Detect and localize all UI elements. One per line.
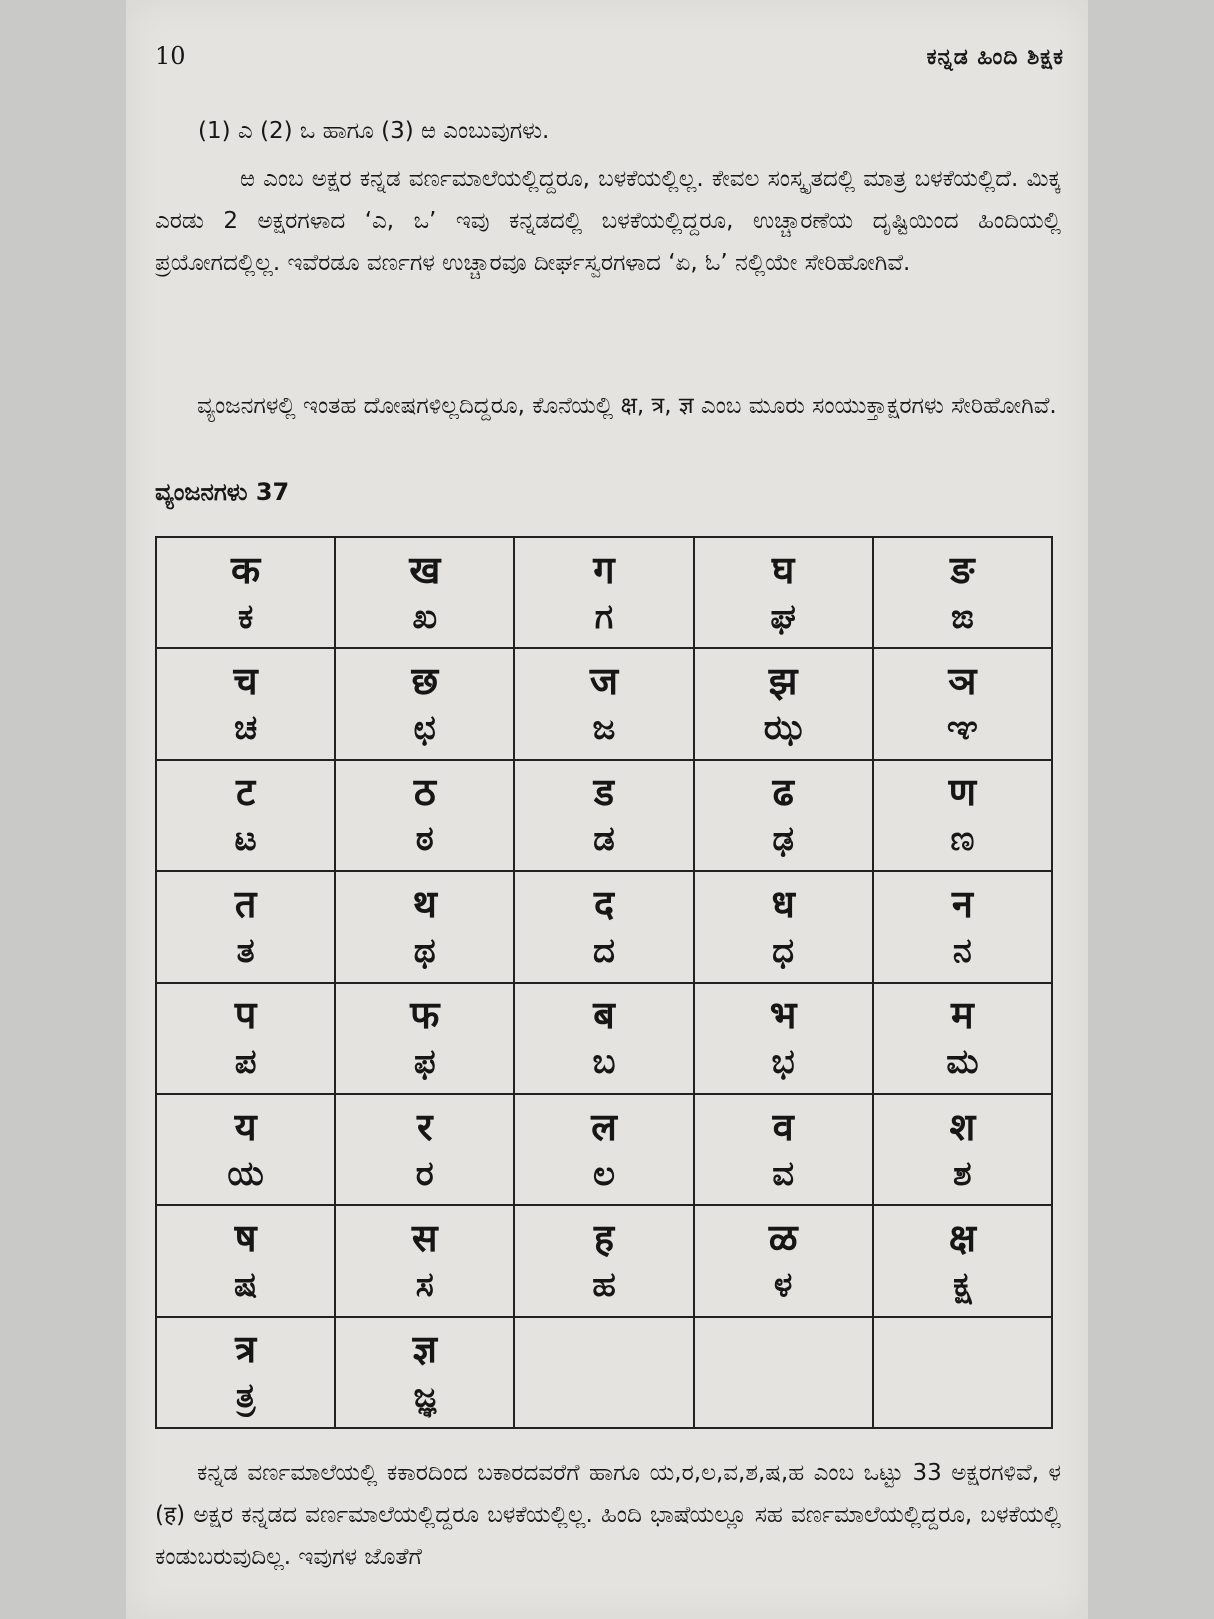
kannada-letter: ನ: [952, 930, 972, 971]
table-cell: [514, 983, 693, 1094]
devanagari-letter: ज: [589, 659, 619, 704]
table-cell: [873, 983, 1052, 1094]
kannada-letter: ಟ: [234, 819, 257, 860]
devanagari-letter: ह: [593, 1215, 615, 1260]
table-cell: [694, 1094, 873, 1205]
kannada-letter: ಚ: [233, 708, 258, 749]
devanagari-letter: त्र: [235, 1327, 257, 1372]
devanagari-letter: छ: [411, 659, 439, 704]
devanagari-letter: च: [233, 659, 258, 704]
kannada-letter: ಹ: [592, 1264, 616, 1305]
table-cell: [156, 648, 335, 759]
kannada-letter: ತ್ರ: [235, 1376, 256, 1417]
table-cell: [335, 537, 514, 648]
devanagari-letter: ध: [771, 881, 795, 926]
table-cell: [514, 1205, 693, 1316]
table-cell: [694, 871, 873, 982]
devanagari-letter: स: [411, 1215, 438, 1260]
devanagari-letter: ट: [236, 770, 256, 815]
paragraph-3-text: ಕನ್ನಡ ವರ್ಣಮಾಲೆಯಲ್ಲಿ ಕಕಾರದಿಂದ ಬಕಾರದವರೆಗೆ ಹಾಗೂ ಯ,ರ,ಲ,ವ,ಶ,ಷ,ಹ ಎಂಬ ಒಟ್ಟು 33 ಅಕ್ಷರಗಳಿವೆ, ಳ (ह) ಅಕ್ಷರ ಕನ್ನಡದ ವರ್ಣಮಾಲೆಯಲ್ಲಿದ್ದರೂ ಬಳಕೆಯಲ್ಲಿಲ್ಲ. ಹಿಂದಿ ಭಾಷೆಯಲ್ಲೂ ಸಹ ವರ್ಣಮಾಲೆಯಲ್ಲಿದ್ದರೂ, ಬಳಕೆಯಲ್ಲಿ ಕಂಡುಬರುವುದಿಲ್ಲ. ಇವುಗಳ ಜೊತೆಗೆ: [155, 1460, 1061, 1570]
intro-line-text: (1) ಎ (2) ಒ ಹಾಗೂ (3) ಱ ಎಂಬುವುಗಳು.: [198, 118, 550, 144]
paragraph-1: [155, 158, 1061, 284]
table-cell: [873, 871, 1052, 982]
paragraph-3: [155, 1452, 1061, 1578]
table-cell: [156, 1205, 335, 1316]
devanagari-letter: ड: [593, 770, 615, 815]
devanagari-letter: ञ: [948, 659, 977, 704]
table-cell: [156, 760, 335, 871]
paragraph-1-text: ಱ ಎಂಬ ಅಕ್ಷರ ಕನ್ನಡ ವರ್ಣಮಾಲೆಯಲ್ಲಿದ್ದರೂ, ಬಳಕೆಯಲ್ಲಿಲ್ಲ. ಕೇವಲ ಸಂಸ್ಕೃತದಲ್ಲಿ ಮಾತ್ರ ಬಳಕೆಯಲ್ಲಿದೆ. ಮಿಕ್ಕ ಎರಡು 2 ಅಕ್ಷರಗಳಾದ ‘ಎ, ಒ’ ಇವು ಕನ್ನಡದಲ್ಲಿ ಬಳಕೆಯಲ್ಲಿದ್ದರೂ, ಉಚ್ಚಾರಣೆಯ ದೃಷ್ಟಿಯಿಂದ ಹಿಂದಿಯಲ್ಲಿ ಪ್ರಯೋಗದಲ್ಲಿಲ್ಲ. ಇವೆರಡೂ ವರ್ಣಗಳ ಉಚ್ಚಾರವೂ ದೀರ್ಘಸ್ವರಗಳಾದ ‘ಏ, ಓ’ ನಲ್ಲಿಯೇ ಸೇರಿಹೋಗಿವೆ.: [155, 166, 1061, 276]
table-cell: [873, 1205, 1052, 1316]
table-cell: [873, 760, 1052, 871]
table-cell: [873, 537, 1052, 648]
table-row: [156, 760, 1052, 871]
table-cell-empty: [514, 1317, 693, 1428]
paragraph-2-text: ವ್ಯಂಜನಗಳಲ್ಲಿ ಇಂತಹ ದೋಷಗಳಿಲ್ಲದಿದ್ದರೂ, ಕೊನೆಯಲ್ಲಿ क्ष, त्र, ज्ञ ಎಂಬ ಮೂರು ಸಂಯುಕ್ತಾಕ್ಷರಗಳು ಸೇರಿಹೋಗಿವೆ.: [197, 393, 1057, 419]
table-cell: [873, 648, 1052, 759]
table-cell: [335, 871, 514, 982]
table-cell: [873, 1094, 1052, 1205]
devanagari-letter: फ: [410, 993, 440, 1038]
kannada-letter: ಞ: [946, 708, 978, 749]
devanagari-letter: घ: [771, 547, 795, 592]
devanagari-letter: क: [231, 547, 261, 592]
devanagari-letter: ल: [591, 1104, 617, 1149]
kannada-letter: ಪ: [234, 1042, 257, 1083]
table-row: [156, 1094, 1052, 1205]
kannada-letter: ಡ: [593, 819, 615, 860]
table-cell: [514, 760, 693, 871]
table-cell: [514, 648, 693, 759]
kannada-letter: ಷ: [234, 1264, 258, 1305]
kannada-letter: ಠ: [415, 819, 434, 860]
kannada-letter: ಗ: [594, 596, 614, 637]
kannada-letter: ಧ: [772, 930, 795, 971]
kannada-letter: ಝ: [763, 708, 803, 749]
devanagari-letter: ङ: [950, 547, 975, 592]
kannada-letter: ಲ: [592, 1153, 615, 1194]
table-cell-empty: [873, 1317, 1052, 1428]
table-cell: [156, 871, 335, 982]
devanagari-letter: ठ: [413, 770, 436, 815]
kannada-letter: ರ: [415, 1153, 434, 1194]
table-cell: [335, 1094, 514, 1205]
devanagari-letter: ख: [409, 547, 441, 592]
table-cell: [156, 537, 335, 648]
consonant-table: [155, 536, 1053, 1429]
table-cell: [156, 1094, 335, 1205]
kannada-letter: ಛ: [413, 708, 436, 749]
devanagari-letter: ब: [593, 993, 615, 1038]
table-cell: [156, 983, 335, 1094]
devanagari-letter: भ: [769, 993, 797, 1038]
devanagari-letter: ळ: [768, 1215, 798, 1260]
page-number: 10: [155, 42, 186, 70]
table-cell: [694, 537, 873, 648]
table-cell: [514, 1094, 693, 1205]
table-row: [156, 983, 1052, 1094]
table-cell: [335, 760, 514, 871]
consonants-heading: ವ್ಯಂಜನಗಳು 37: [155, 478, 290, 506]
devanagari-letter: ष: [234, 1215, 257, 1260]
table-cell: [514, 871, 693, 982]
table-cell: [514, 537, 693, 648]
table-cell-empty: [694, 1317, 873, 1428]
table-cell: [694, 983, 873, 1094]
table-cell: [335, 983, 514, 1094]
kannada-letter: ಮ: [946, 1042, 979, 1083]
table-cell: [694, 648, 873, 759]
paragraph-2: [155, 385, 1061, 427]
table-cell: [335, 1317, 514, 1428]
running-title: ಕನ್ನಡ ಹಿಂದಿ ಶಿಕ್ಷಕ: [926, 45, 1064, 70]
table-cell: [335, 1205, 514, 1316]
devanagari-letter: त: [234, 881, 257, 926]
kannada-letter: ಘ: [770, 596, 796, 637]
devanagari-letter: थ: [412, 881, 437, 926]
kannada-letter: ಣ: [950, 819, 975, 860]
kannada-letter: ಭ: [771, 1042, 795, 1083]
kannada-letter: ಶ: [953, 1153, 972, 1194]
devanagari-letter: ग: [593, 547, 615, 592]
kannada-letter: ಢ: [772, 819, 794, 860]
table-cell: [694, 1205, 873, 1316]
kannada-letter: ತ: [236, 930, 255, 971]
devanagari-letter: न: [951, 881, 973, 926]
intro-line: [198, 110, 898, 152]
kannada-letter: ವ: [772, 1153, 795, 1194]
kannada-letter: ಬ: [592, 1042, 616, 1083]
table-row: [156, 1205, 1052, 1316]
devanagari-letter: व: [772, 1104, 794, 1149]
devanagari-letter: श: [949, 1104, 976, 1149]
kannada-letter: ಙ: [950, 596, 974, 637]
kannada-letter: ಯ: [227, 1153, 264, 1194]
devanagari-letter: ज्ञ: [412, 1327, 437, 1372]
table-cell: [156, 1317, 335, 1428]
devanagari-letter: झ: [768, 659, 798, 704]
table-row: [156, 648, 1052, 759]
table-row: [156, 537, 1052, 648]
kannada-letter: ಕ್ಷ: [953, 1264, 972, 1305]
devanagari-letter: र: [417, 1104, 433, 1149]
devanagari-letter: य: [234, 1104, 257, 1149]
kannada-letter: ಫ: [413, 1042, 436, 1083]
kannada-letter: ದ: [592, 930, 615, 971]
kannada-letter: ಜ: [592, 708, 616, 749]
devanagari-letter: प: [234, 993, 257, 1038]
table-row: [156, 871, 1052, 982]
table-row: [156, 1317, 1052, 1428]
kannada-letter: ಳ: [773, 1264, 793, 1305]
kannada-letter: ಜ್ಞ: [413, 1376, 437, 1417]
kannada-letter: ಥ: [413, 930, 436, 971]
kannada-letter: ಕ: [237, 596, 254, 637]
table-cell: [335, 648, 514, 759]
kannada-letter: ಖ: [412, 596, 438, 637]
table-cell: [694, 760, 873, 871]
devanagari-letter: ढ: [772, 770, 794, 815]
kannada-letter: ಸ: [415, 1264, 434, 1305]
devanagari-letter: क्ष: [948, 1215, 976, 1260]
devanagari-letter: ण: [948, 770, 977, 815]
devanagari-letter: द: [593, 881, 615, 926]
devanagari-letter: म: [951, 993, 974, 1038]
